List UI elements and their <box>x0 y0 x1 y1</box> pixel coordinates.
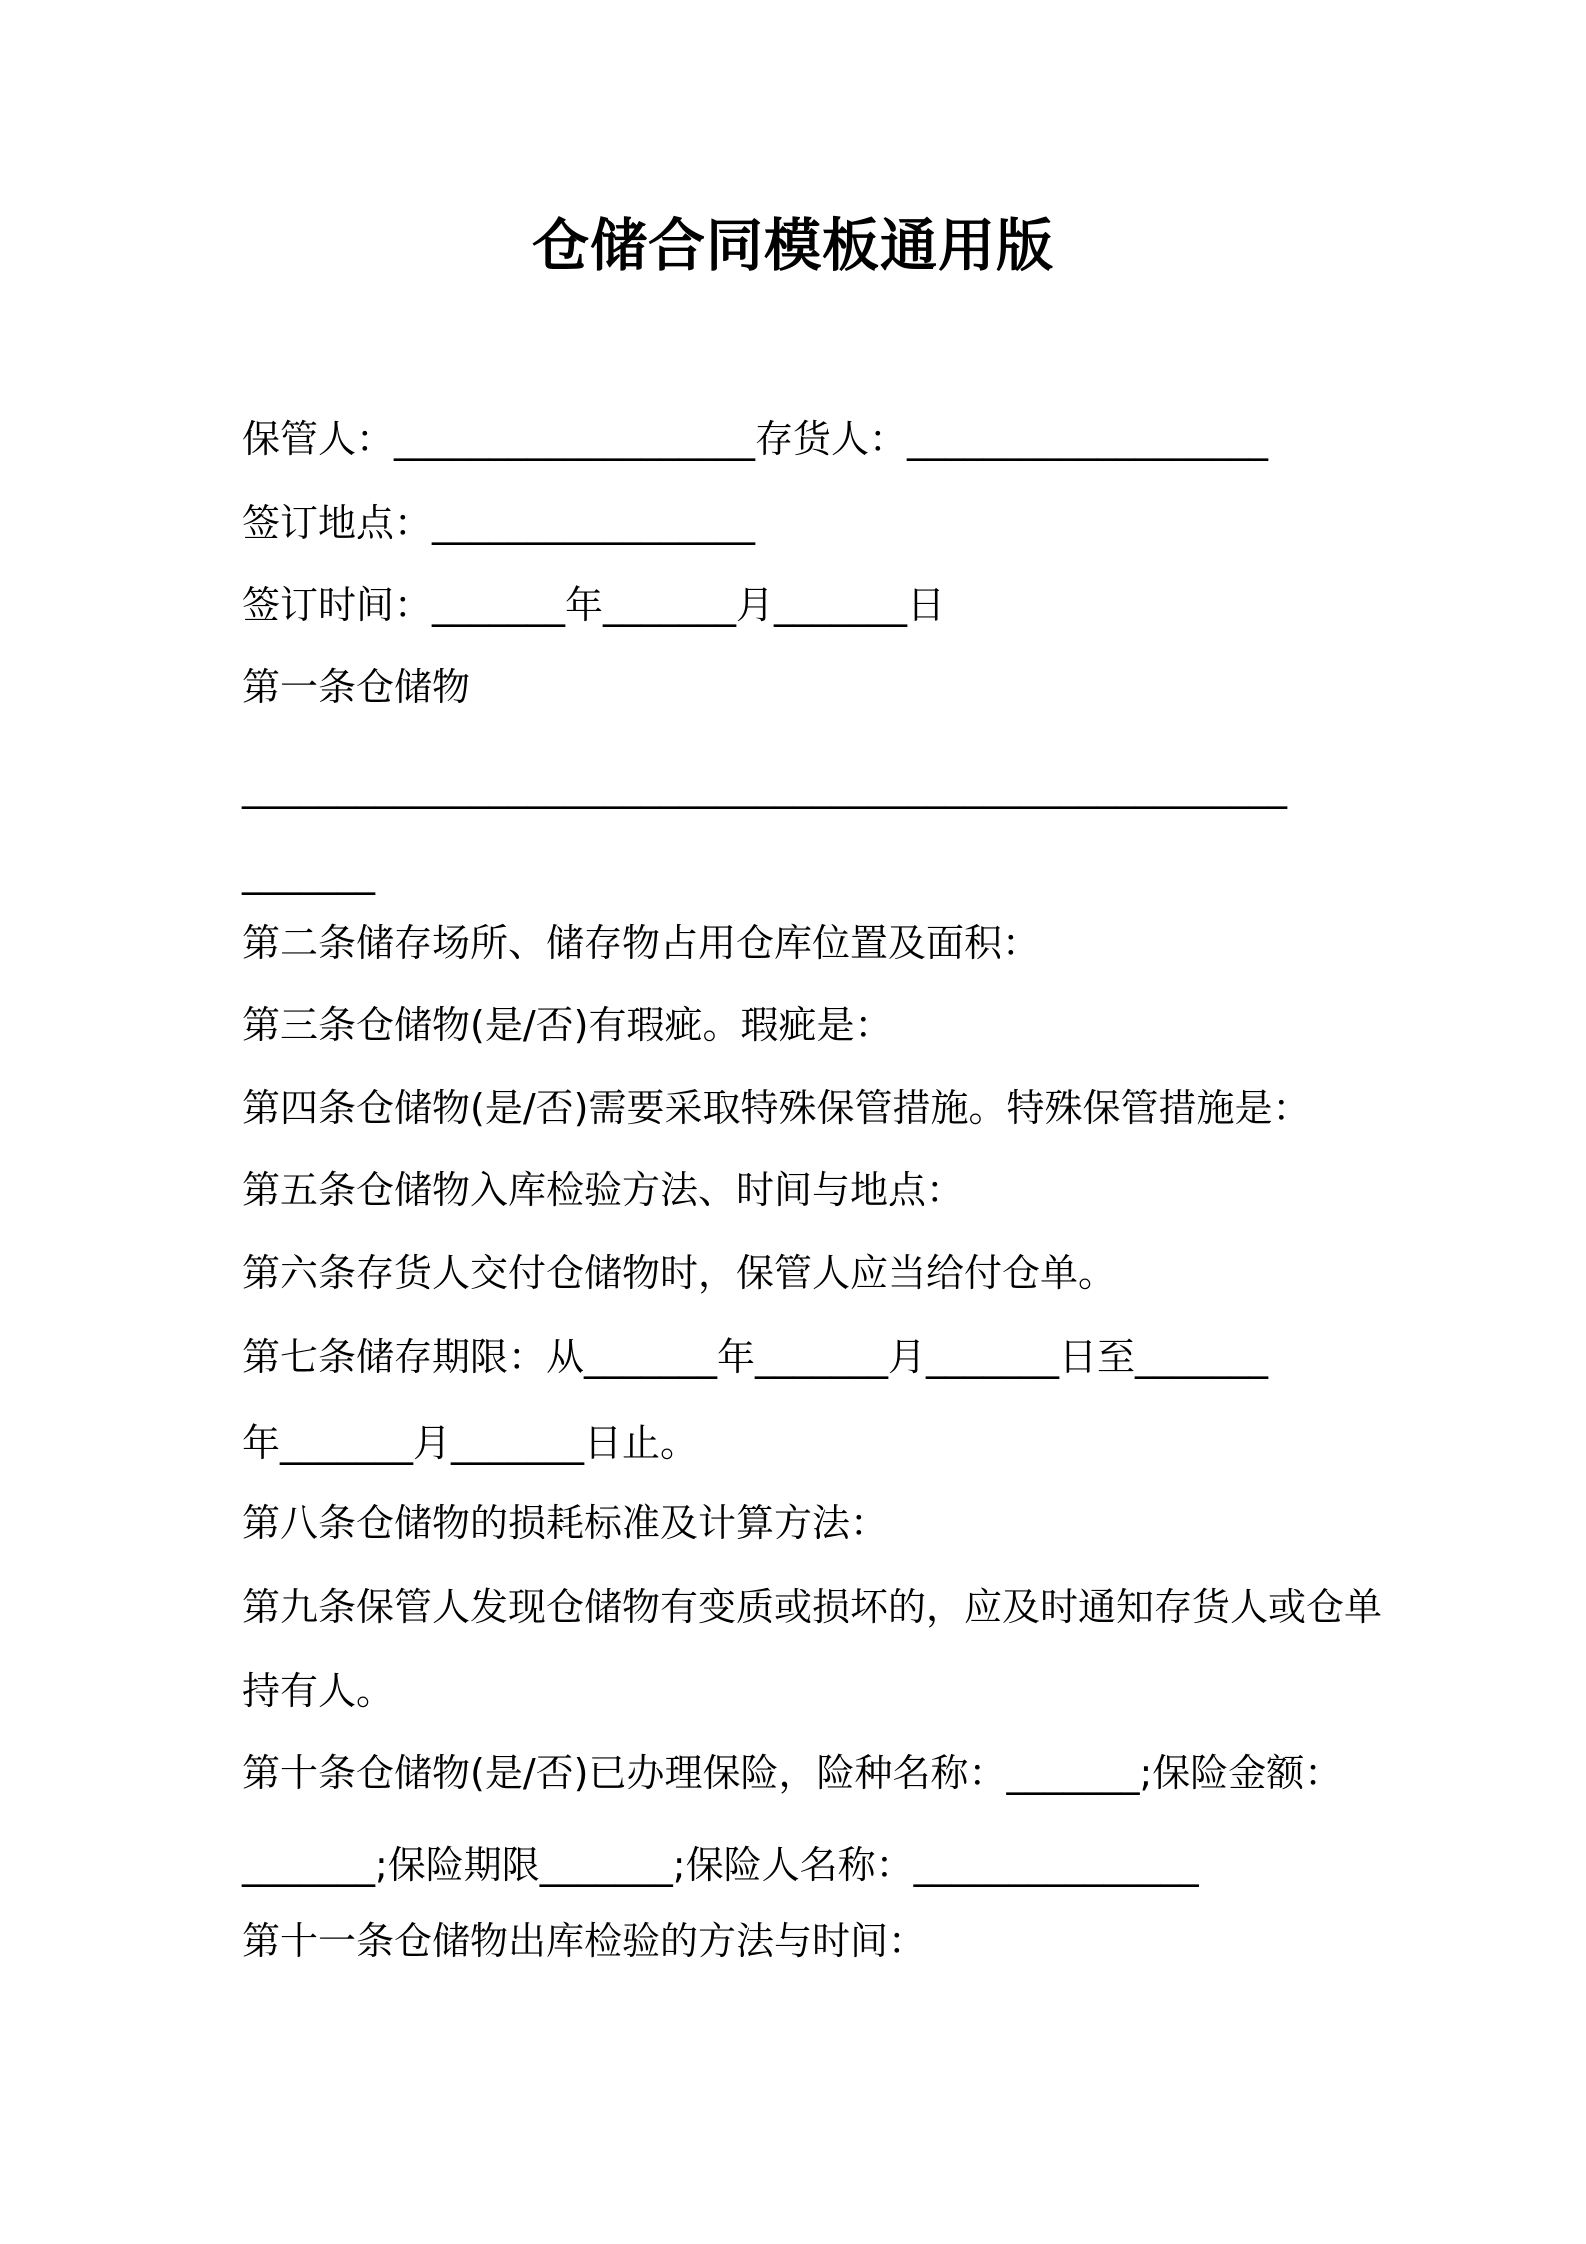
line-custodian-depositor: 保管人：___________________存货人：___________________ <box>242 417 1269 461</box>
line-article-9: 第九条保管人发现仓储物有变质或损坏的，应及时通知存货人或仓单 <box>242 1585 1383 1629</box>
line-article-2: 第二条储存场所、储存物占用仓库位置及面积： <box>242 921 1041 965</box>
line-article-10-cont: _______;保险期限_______;保险人名称：_______________ <box>242 1843 1199 1887</box>
line-article-7: 第七条储存期限：从_______年_______月_______日至_______ <box>242 1335 1269 1379</box>
line-article-1: 第一条仓储物 <box>242 665 471 709</box>
line-signing-date: 签订时间：_______年_______月_______日 <box>242 583 946 627</box>
line-article-3: 第三条仓储物(是/否)有瑕疵。瑕疵是： <box>242 1003 893 1047</box>
line-article-7-cont: 年_______月_______日止。 <box>242 1421 699 1465</box>
line-article-5: 第五条仓储物入库检验方法、时间与地点： <box>242 1168 965 1212</box>
line-article-8: 第八条仓储物的损耗标准及计算方法： <box>242 1501 889 1545</box>
line-article-1-blank-a: _______________________________________________________ <box>242 765 1287 809</box>
line-article-11: 第十一条仓储物出库检验的方法与时间： <box>242 1919 927 1963</box>
line-article-1-blank-b: _______ <box>242 851 375 895</box>
document-title: 仓储合同模板通用版 <box>532 213 1054 279</box>
line-article-6: 第六条存货人交付仓储物时，保管人应当给付仓单。 <box>242 1251 1117 1295</box>
line-signing-place: 签订地点：_________________ <box>242 501 756 545</box>
line-article-10: 第十条仓储物(是/否)已办理保险，险种名称：_______;保险金额： <box>242 1751 1343 1795</box>
line-article-9-cont: 持有人。 <box>242 1669 395 1713</box>
line-article-4: 第四条仓储物(是/否)需要采取特殊保管措施。特殊保管措施是： <box>242 1086 1311 1130</box>
